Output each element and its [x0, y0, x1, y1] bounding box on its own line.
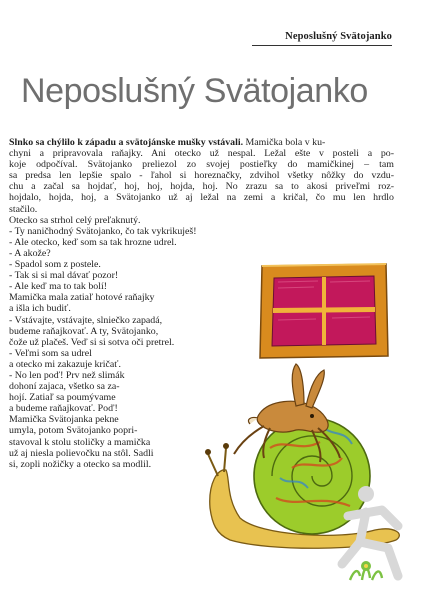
- story-line: - Tak si si mal dávať pozor!: [9, 270, 119, 282]
- story-line: sa predsa len lepšie spalo - ľahol si horeznačky, zdvihol všetky nôžky do vzdu-: [9, 170, 394, 182]
- story-line: koje odpočíval. Svätojanko preliezol zo svojej postieľky do mamičkinej – tam: [9, 159, 394, 171]
- page-title: Neposlušný Svätojanko: [21, 72, 368, 110]
- story-line: stačilo.: [9, 203, 38, 215]
- story-line: umyla, potom Svätojanko popri-: [9, 425, 138, 437]
- story-line: čože už plačeš. Veď si si sotva oči pretrel.: [9, 336, 175, 348]
- story-line: - Ale keď ma to tak bolí!: [9, 281, 107, 293]
- story-line: - Ale otecko, keď som sa tak hrozne udrel.: [9, 236, 177, 248]
- story-line: a išla ich budiť.: [9, 303, 71, 315]
- story-line: Mamička Svätojanka pekne: [9, 414, 119, 426]
- story-line: budeme raňajkovať. A ty, Svätojanko,: [9, 325, 159, 337]
- story-line: - Vstávajte, vstávajte, slniečko zapadá,: [9, 314, 163, 326]
- story-line: hojdalo, hojda, hoj, a Svätojanko už aj ležal na zemi a kričal, čo mu len hrdlo: [9, 192, 394, 204]
- window-illustration: [254, 258, 394, 363]
- story-line: - No len poď! Prv než slimák: [9, 369, 125, 381]
- running-header: [0, 0, 440, 46]
- header-rule: [252, 45, 392, 46]
- story-line: - A akože?: [9, 247, 51, 259]
- story-line: hojí. Zatiaľ sa poumývame: [9, 392, 116, 404]
- running-title: Neposlušný Svätojanko: [285, 31, 392, 42]
- story-line: Otecko sa strhol celý preľaknutý.: [9, 214, 141, 226]
- window-cross-horizontal: [273, 307, 375, 313]
- story-line: - Spadol som z postele.: [9, 259, 101, 271]
- story-line: a otecko mi zakazuje kričať.: [9, 358, 121, 370]
- story-line: Slnko sa chýlilo k západu a svätojánske mušky vstávali. Mamička bola v ku-: [9, 137, 326, 148]
- story-line: - Ty naničhodný Svätojanko, čo tak vykrikuješ!: [9, 225, 197, 237]
- story-line: Mamička mala zatiaľ hotové raňajky: [9, 292, 155, 304]
- story-line: dohoní zajaca, všetko sa za-: [9, 381, 120, 393]
- story-lead: Slnko sa chýlilo k západu a svätojánske mušky vstávali.: [9, 137, 244, 148]
- story-line: chyni a pripravovala raňajky. Ani otecko už nespal. Ležal ešte v posteli a po-: [9, 148, 394, 160]
- story-line: si, zopli nožičky a otecko sa modlil.: [9, 458, 152, 470]
- story-line: - Veľmi som sa udrel: [9, 347, 92, 359]
- story-line: už aj niesla polievočku na stôl. Sadli: [9, 447, 154, 459]
- story-line: stavoval k stolu stoličky a mamička: [9, 436, 151, 448]
- snail-eye: [223, 443, 229, 449]
- flower-decoration: [346, 556, 386, 582]
- story-line: chu a začal sa hojdať, hoj, hoj, hojda, hoj. No zrazu sa to akosi priveľmi roz-: [9, 181, 394, 193]
- snail-eye: [205, 449, 211, 455]
- story-line: a budeme raňajkovať. Poď!: [9, 403, 118, 415]
